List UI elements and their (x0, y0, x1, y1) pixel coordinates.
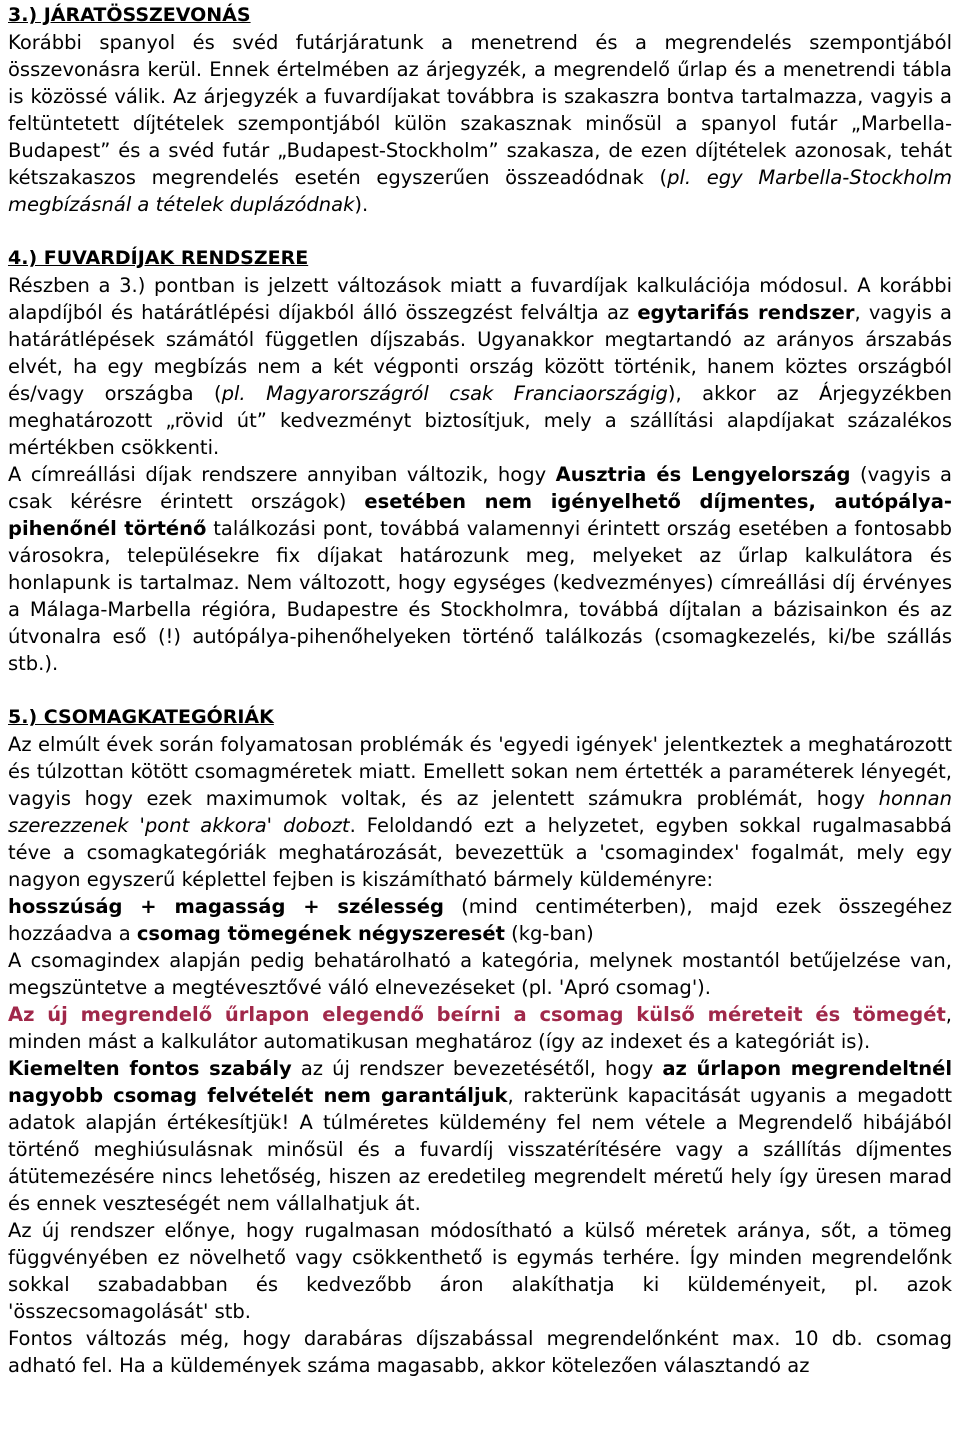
section-4-paragraph-2: A címreállási díjak rendszere annyiban változik, hogy Ausztria és Lengyelország (vagyis a csak kérésre érintett országok) esetében nem igényelhető díjmentes, autópálya-pihenőnél történő találkozási pont, továbbá valamennyi érintett ország esetében a fontosabb városokra, településekre fix díjakat határozunk meg, melyeket az űrlap kalkulátora és honlapunk is tartalmaz. Nem változott, hogy egységes (kedvezményes) címreállási díj érvényes a Málaga-Marbella régióra, Budapestre és Stockholmra, továbbá díjtalan a bázisainkon és az útvonalra eső (!) autópálya-pihenőhelyeken történő találkozás (csomagkezelés, ki/be szállás stb.). (8, 463, 952, 675)
section-3-paragraph: Korábbi spanyol és svéd futárjáratunk a menetrend és a megrendelés szempontjából összevonásra kerül. Ennek értelmében az árjegyzék, a megrendelő űrlap és a menetrendi tábla is közössé válik. Az árjegyzék a fuvardíjakat továbbra is szakaszra bontva tartalmazza, vagyis a feltüntetett díjtételek szempontjából külön szakasznak minősül a spanyol futár „Marbella-Budapest” és a svéd futár „Budapest-Stockholm” szakasza, de ezen díjtételek azonosak, tehát kétszakaszos megrendelés esetén egyszerűen összeadódnak (pl. egy Marbella-Stockholm megbízásnál a tételek duplázódnak). (8, 31, 952, 216)
italic-example: pl. egy Marbella-Stockholm megbízásnál a tételek duplázódnak (8, 166, 952, 216)
section-5-formula: hosszúság + magasság + szélesség (mind centiméterben), majd ezek összegéhez hozzáadva a csomag tömegének négyszeresét (kg-ban) (8, 895, 952, 945)
section-5-paragraph-5: Kiemelten fontos szabály az új rendszer bevezetésétől, hogy az űrlapon megrendeltnél nagyobb csomag felvételét nem garantáljuk, rakterünk kapacitását ugyanis a megadott adatok alapján értékesítjük! A túlméretes küldemény fel nem vétele a Megrendelő hibájából történő meghiúsulásnak minősül és a fuvardíj visszatérítésére vagy a szállítás díjmentes átütemezésére nincs lehetőség, hiszen az eredetileg megrendelt méretű hely így üresen marad és ennek veszteségét nem vállalhatjuk át. (8, 1057, 952, 1215)
bold-term: Kiemelten fontos szabály (8, 1057, 292, 1080)
italic-example: pl. Magyarországról csak Franciaországig (221, 382, 668, 405)
section-4-heading: 4.) FUVARDÍJAK RENDSZERE (8, 247, 309, 269)
bold-term: csomag tömegének négyszeresét (136, 922, 505, 945)
bold-term: egytarifás rendszer (637, 301, 855, 324)
section-5-paragraph-6: Az új rendszer előnye, hogy rugalmasan módosítható a külső méretek aránya, sőt, a tömeg függvényében ez növelhető vagy csökkenthető is egymás terhére. Így minden megrendelőnk sokkal szabadabban és kedvezőbb áron alakíthatja ki küldeményeit, pl. azok 'összecsomagolását' stb. (8, 1219, 952, 1323)
section-3-heading: 3.) JÁRATÖSSZEVONÁS (8, 4, 251, 26)
section-5-paragraph-3: A csomagindex alapján pedig behatárolható a kategória, melynek mostantól betűjelzése van, megszüntetve a megtévesztővé váló elnevezéseket (pl. 'Apró csomag'). (8, 949, 952, 999)
spacer (8, 218, 952, 245)
bold-term: az űrlapon megrendeltnél nagyobb csomag felvételét nem garantáljuk (8, 1057, 952, 1107)
section-5-paragraph-4: Az új megrendelő űrlapon elegendő beírni a csomag külső méreteit és tömegét, minden mást a kalkulátor automatikusan meghatároz (így az indexet és a kategóriát is). (8, 1003, 952, 1053)
bold-term: esetében nem igényelhető díjmentes, autópálya-pihenőnél történő (8, 490, 952, 540)
section-5-paragraph-7: Fontos változás még, hogy darabáras díjszabással megrendelőnként max. 10 db. csomag adható fel. Ha a küldemények száma magasabb, akkor kötelezően választandó az (8, 1327, 952, 1377)
bold-term: Ausztria és Lengyelország (555, 463, 851, 486)
italic-phrase: honnan szerezzenek 'pont akkora' dobozt (8, 787, 952, 837)
section-4-paragraph-1: Részben a 3.) pontban is jelzett változások miatt a fuvardíjak kalkulációja módosul. A korábbi alapdíjból és határátlépési díjakból álló összegzést felváltja az egytarifás rendszer, vagyis a határátlépések számától független díjszabás. Ugyanakkor megtartandó az arányos árszabás elvét, ha egy megbízás nem a két végponti ország között történik, hanem köztes országból és/vagy országba (pl. Magyarországról csak Franciaországig), akkor az Árjegyzékben meghatározott „rövid út” kedvezményt biztosítjuk, mely a szállítási alapdíjakat százalékos mértékben csökkenti. (8, 274, 952, 459)
section-5-paragraph-1: Az elmúlt évek során folyamatosan problémák és 'egyedi igények' jelentkeztek a meghatározott és túlzottan kötött csomagméretek miatt. Emellett sokan nem értették a paraméterek lényegét, vagyis hogy ezek maximumok voltak, és az jelentett számukra problémát, hogy honnan szerezzenek 'pont akkora' dobozt. Feloldandó ezt a helyzetet, egyben sokkal rugalmasabbá téve a csomagkategóriák meghatározását, bevezettük a 'csomagindex' fogalmát, mely egy nagyon egyszerű képlettel fejben is kiszámítható bármely küldeményre: (8, 733, 952, 891)
spacer (8, 677, 952, 704)
section-5-heading: 5.) CSOMAGKATEGÓRIÁK (8, 706, 274, 728)
bold-term: hosszúság + magasság + szélesség (8, 895, 444, 918)
highlighted-text: Az új megrendelő űrlapon elegendő beírni a csomag külső méreteit és tömegét (8, 1003, 946, 1026)
